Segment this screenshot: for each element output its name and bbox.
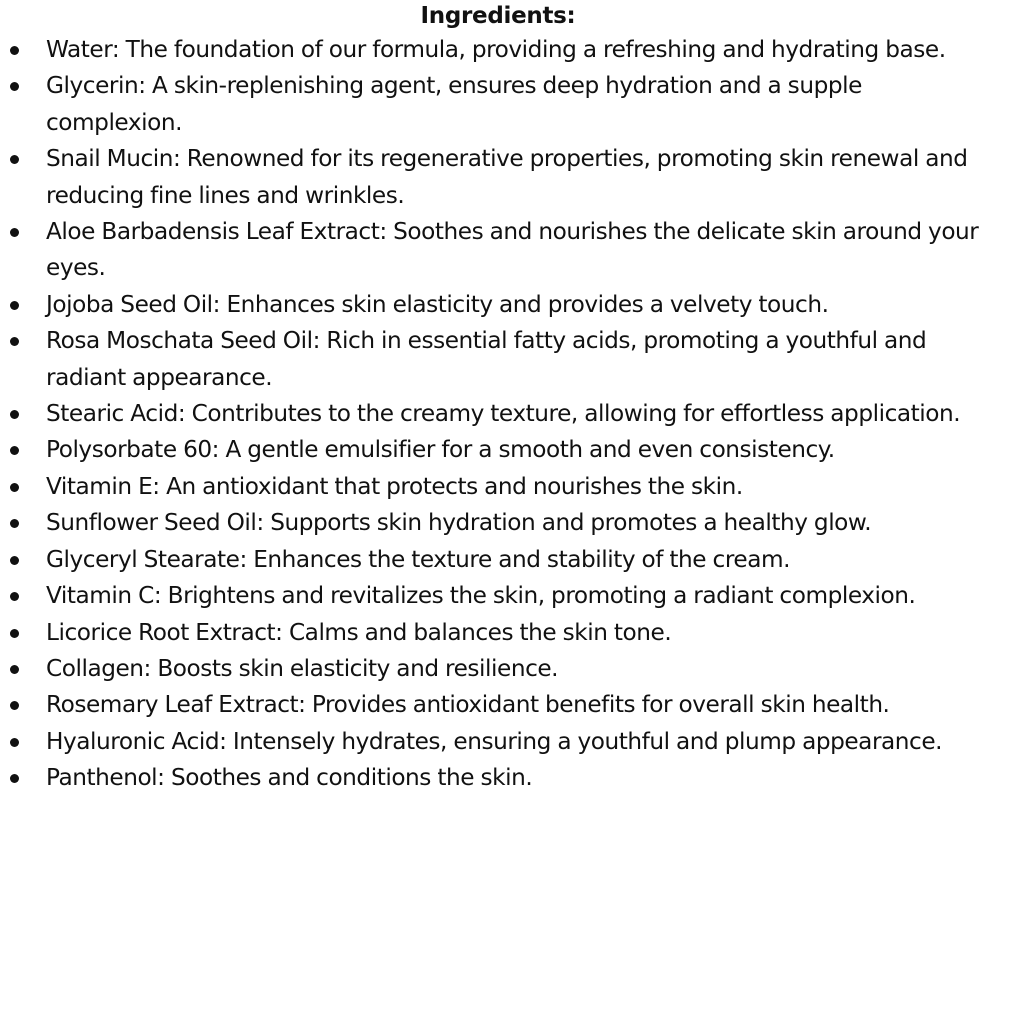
ingredient-text: Sunflower Seed Oil: Supports skin hydration and promotes a healthy glow. [46,509,872,537]
list-item [0,469,1000,505]
list-item [0,141,1000,214]
ingredient-text: Water: The foundation of our formula, providing a refreshing and hydrating base. [46,36,946,63]
list-item [0,505,1000,541]
bullet-icon [10,592,19,601]
bullet-icon [10,629,19,638]
list-item [0,396,1000,432]
ingredient-text: Vitamin C: Brightens and revitalizes the skin, promoting a radiant complexion. [46,582,916,610]
bullet-icon [10,155,19,164]
ingredient-text: Glycerin: A skin-replenishing agent, ensures deep hydration and a supple complexion. [46,72,862,136]
list-item [0,287,1000,323]
bullet-icon [10,228,19,237]
bullet-icon [10,301,19,310]
ingredient-text: Rosemary Leaf Extract: Provides antioxidant benefits for overall skin health. [46,691,890,719]
bullet-icon [10,556,19,565]
bullet-icon [10,519,19,528]
ingredient-text: Stearic Acid: Contributes to the creamy texture, allowing for effortless application. [46,400,961,428]
list-item [0,214,1000,287]
ingredient-text: Panthenol: Soothes and conditions the skin. [46,764,533,792]
bullet-icon [10,410,19,419]
ingredient-text: Vitamin E: An antioxidant that protects and nourishes the skin. [46,472,743,500]
bullet-icon [10,774,19,783]
ingredient-text: Aloe Barbadensis Leaf Extract: Soothes and nourishes the delicate skin around your eyes. [46,218,979,282]
ingredient-text: Rosa Moschata Seed Oil: Rich in essential fatty acids, promoting a youthful and radiant appearance. [46,327,927,391]
bullet-icon [10,701,19,710]
ingredients-list [0,32,1000,797]
list-item [0,68,1000,141]
bullet-icon [10,665,19,674]
list-item [0,651,1000,687]
list-item [0,323,1000,396]
list-item [0,687,1000,723]
bullet-icon [10,46,19,55]
ingredient-text: Polysorbate 60: A gentle emulsifier for a smooth and even consistency. [46,436,835,464]
list-item [0,432,1000,468]
ingredient-text: Jojoba Seed Oil: Enhances skin elasticity and provides a velvety touch. [46,290,829,318]
bullet-icon [10,446,19,455]
ingredient-text: Collagen: Boosts skin elasticity and resilience. [46,654,559,682]
bullet-icon [10,738,19,747]
bullet-icon [10,82,19,91]
list-item [0,615,1000,651]
list-item [0,578,1000,614]
list-item [0,32,1000,68]
ingredients-heading: Ingredients: [420,3,576,29]
ingredient-text: Glyceryl Stearate: Enhances the texture and stability of the cream. [46,545,791,573]
bullet-icon [10,337,19,346]
ingredient-text: Licorice Root Extract: Calms and balances the skin tone. [46,618,672,646]
list-item [0,760,1000,796]
list-item [0,542,1000,578]
ingredient-text: Snail Mucin: Renowned for its regenerative properties, promoting skin renewal and reducing fine lines and wrinkles. [46,145,968,209]
bullet-icon [10,483,19,492]
list-item [0,724,1000,760]
ingredient-text: Hyaluronic Acid: Intensely hydrates, ensuring a youthful and plump appearance. [46,727,943,755]
